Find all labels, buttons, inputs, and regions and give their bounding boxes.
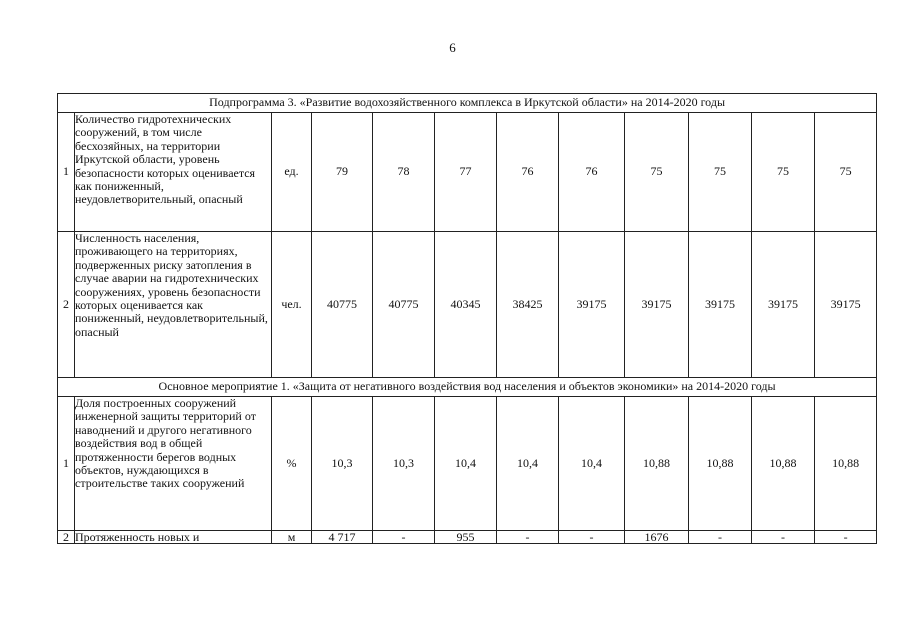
- row-number: 2: [58, 232, 75, 378]
- value-cell: 75: [689, 113, 752, 232]
- value-cell: 10,88: [625, 397, 689, 531]
- value-cell: 75: [625, 113, 689, 232]
- value-cell: -: [497, 531, 559, 544]
- value-cell: 10,88: [689, 397, 752, 531]
- value-cell: 10,4: [559, 397, 625, 531]
- indicator-unit: %: [272, 397, 312, 531]
- table-row: [58, 531, 877, 544]
- main-activity-title: Основное мероприятие 1. «Защита от негативного воздействия вод населения и объектов экономики» на 2014-2020 годы: [58, 378, 877, 397]
- indicator-description: Численность населения, проживающего на территориях, подверженных риску затопления в случае аварии на гидротехнических сооружениях, уровень безопасности которых оценивается как пониженный, неудовлетворительный, опасный: [75, 232, 272, 378]
- value-cell: 39175: [625, 232, 689, 378]
- value-cell: 39175: [752, 232, 815, 378]
- subprogram-title: Подпрограмма 3. «Развитие водохозяйственного комплекса в Иркутской области» на 2014-2020 годы: [58, 94, 877, 113]
- table-row: [58, 113, 877, 232]
- value-cell: -: [373, 531, 435, 544]
- value-cell: 77: [435, 113, 497, 232]
- value-cell: 10,4: [435, 397, 497, 531]
- indicator-unit: чел.: [272, 232, 312, 378]
- indicator-description: Протяженность новых и: [75, 531, 272, 544]
- value-cell: 1676: [625, 531, 689, 544]
- value-cell: 39175: [559, 232, 625, 378]
- value-cell: 76: [497, 113, 559, 232]
- page-number: 6: [449, 40, 456, 55]
- row-number: 1: [58, 397, 75, 531]
- value-cell: 76: [559, 113, 625, 232]
- value-cell: 78: [373, 113, 435, 232]
- indicator-description: Доля построенных сооружений инженерной защиты территорий от наводнений и другого негативного воздействия вод в общей протяженности берегов водных объектов, нуждающихся в строительстве таких сооружений: [75, 397, 272, 531]
- value-cell: 40775: [373, 232, 435, 378]
- value-cell: 955: [435, 531, 497, 544]
- table-row: [58, 232, 877, 378]
- indicator-description: Количество гидротехнических сооружений, в том числе бесхозяйных, на территории Иркутской области, уровень безопасности которых оценивается как пониженный, неудовлетворительный, опасный: [75, 113, 272, 232]
- value-cell: 75: [815, 113, 877, 232]
- row-number: 1: [58, 113, 75, 232]
- table-row: [58, 397, 877, 531]
- value-cell: -: [752, 531, 815, 544]
- main-activity-header-row: [58, 378, 877, 397]
- value-cell: -: [815, 531, 877, 544]
- value-cell: 75: [752, 113, 815, 232]
- value-cell: 10,3: [373, 397, 435, 531]
- value-cell: -: [559, 531, 625, 544]
- value-cell: 10,4: [497, 397, 559, 531]
- value-cell: 10,88: [752, 397, 815, 531]
- value-cell: 40345: [435, 232, 497, 378]
- value-cell: -: [689, 531, 752, 544]
- value-cell: 39175: [689, 232, 752, 378]
- value-cell: 38425: [497, 232, 559, 378]
- indicators-table: [57, 93, 877, 544]
- indicator-unit: м: [272, 531, 312, 544]
- value-cell: 79: [312, 113, 373, 232]
- value-cell: 39175: [815, 232, 877, 378]
- row-number: 2: [58, 531, 75, 544]
- value-cell: 10,88: [815, 397, 877, 531]
- value-cell: 10,3: [312, 397, 373, 531]
- value-cell: 4 717: [312, 531, 373, 544]
- value-cell: 40775: [312, 232, 373, 378]
- indicator-unit: ед.: [272, 113, 312, 232]
- subprogram-header-row: [58, 94, 877, 113]
